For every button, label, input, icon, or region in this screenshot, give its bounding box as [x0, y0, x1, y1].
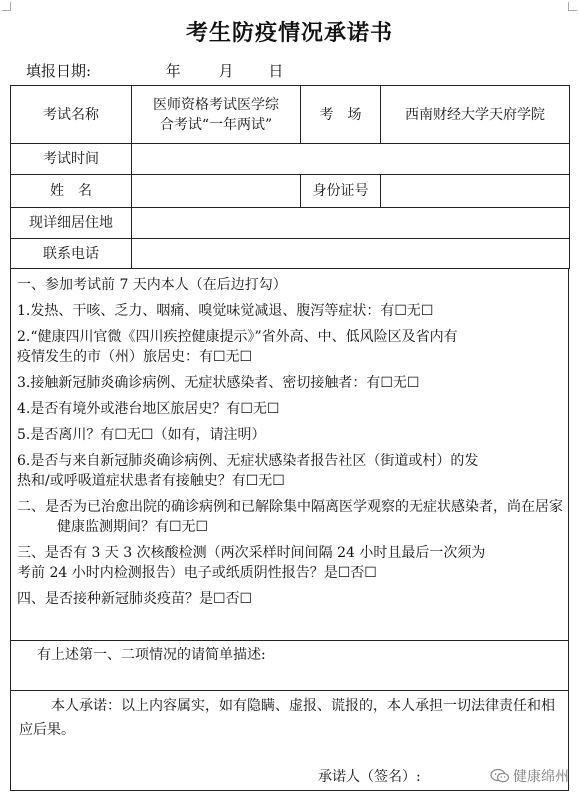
address-label: 现详细居住地 — [11, 208, 132, 239]
year-label: 年 — [165, 62, 181, 80]
exam-name-label: 考试名称 — [11, 86, 132, 144]
description-box[interactable] — [10, 640, 569, 691]
signature-label: 承诺人（签名）: — [318, 769, 421, 785]
page-corner-mark — [2, 2, 11, 11]
health-questions — [10, 268, 569, 641]
question-item: 6.是否与来自新冠肺炎确诊病例、无症状感染者报告社区（街道或村）的发 — [17, 453, 479, 469]
fill-date-row — [26, 60, 283, 81]
question-item[interactable]: 4.是否有境外或港台地区旅居史？有☐无☐ — [17, 401, 280, 417]
page-corner-mark — [568, 2, 577, 11]
description-label: 有上述第一、二项情况的请简单描述: — [37, 647, 266, 663]
question-section-4[interactable]: 四、是否接种新冠肺炎疫苗？是☐否☐ — [17, 591, 253, 607]
phone-field[interactable] — [132, 239, 570, 269]
exam-name-value-line2: 合考试“一年两试” — [159, 116, 273, 133]
question-item-continued[interactable]: 疫情发生的市（州）旅居史：有☐无☐ — [17, 349, 253, 365]
id-number-label: 身份证号 — [301, 175, 381, 208]
question-section-2[interactable]: 二、是否为已治愈出院的确诊病例和已解除集中隔离医学观察的无症状感染者，尚在居家健康监测期间？有☐无☐ — [17, 499, 563, 535]
question-item[interactable]: 5.是否离川？有☐无☐（如有，请注明） — [17, 427, 266, 443]
month-label: 月 — [218, 62, 234, 80]
question-item: 2.“健康四川官微《四川疾控健康提示》”省外高、中、低风险区及省内有 — [17, 329, 458, 345]
fill-date-label: 填报日期: — [26, 62, 92, 80]
question-item-continued[interactable]: 热和/或呼吸道症状患者有接触史？有☐无☐ — [17, 473, 285, 489]
watermark — [490, 766, 569, 786]
question-section-3: 三、是否有 3 天 3 次核酸检测（两次采样时间间隔 24 小时且最后一次须为 — [17, 545, 486, 561]
watermark-text: 健康绵州 — [513, 769, 569, 785]
venue-value: 西南财经大学天府学院 — [381, 86, 570, 144]
document-title: 考生防疫情况承诺书 — [185, 20, 393, 46]
question-section-1-heading: 一、参加考试前 7 天内本人（在后边打勾） — [17, 277, 287, 293]
promise-box — [10, 690, 569, 791]
question-item[interactable]: 1.发热、干咳、乏力、咽痛、嗅觉味觉减退、腹泻等症状：有☐无☐ — [17, 303, 434, 319]
id-number-field[interactable] — [381, 175, 570, 208]
phone-label: 联系电话 — [11, 239, 132, 269]
exam-time-field[interactable] — [132, 144, 570, 175]
question-item[interactable]: 3.接触新冠肺炎确诊病例、无症状感染者、密切接触者：有☐无☐ — [17, 375, 420, 391]
venue-label: 考 场 — [301, 86, 381, 144]
address-field[interactable] — [132, 208, 570, 239]
exam-name-value-line1: 医师资格考试医学综 — [153, 96, 279, 113]
wechat-icon — [490, 768, 510, 784]
exam-time-label: 考试时间 — [11, 144, 132, 175]
promise-text: 本人承诺：以上内容属实，如有隐瞒、虚报、谎报的，本人承担一切法律责任和相应后果。 — [19, 698, 555, 738]
name-label: 姓 名 — [11, 175, 132, 208]
question-section-3-continued[interactable]: 考前 24 小时内检测报告）电子或纸质阴性报告？是☐否☐ — [17, 565, 377, 581]
day-label: 日 — [268, 62, 284, 80]
info-table — [10, 85, 570, 269]
exam-name-value — [132, 86, 301, 144]
name-field[interactable] — [132, 175, 301, 208]
